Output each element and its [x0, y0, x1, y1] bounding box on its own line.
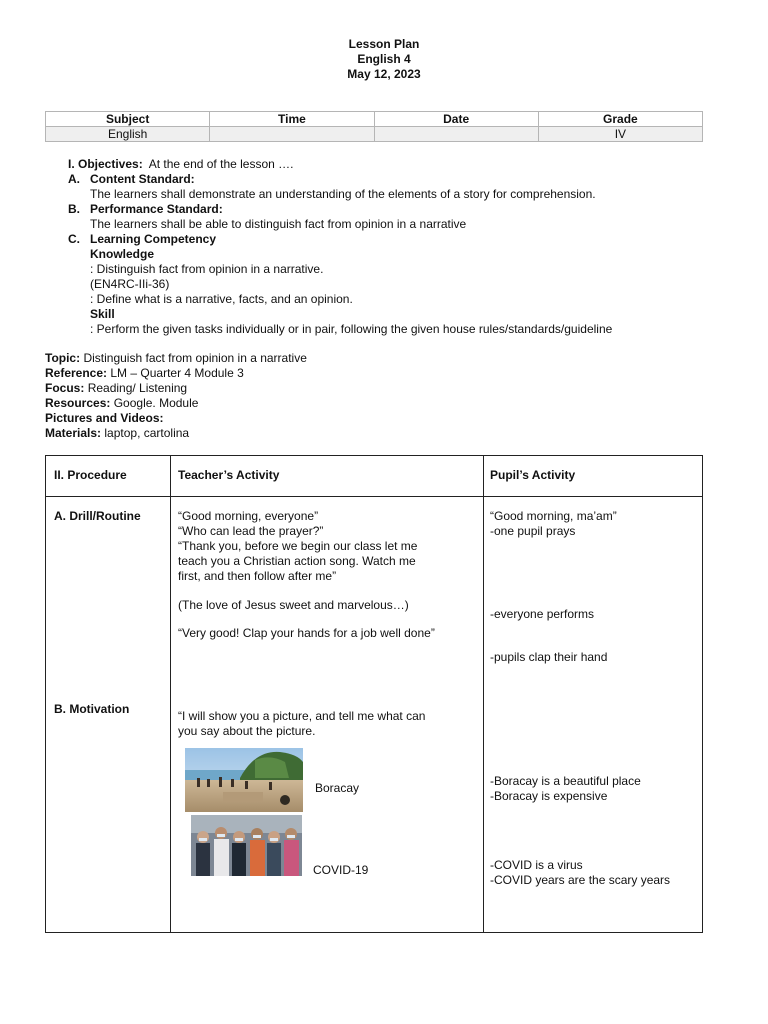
- objective-c-letter: C.: [68, 232, 80, 246]
- pupil-line: -Boracay is a beautiful place: [490, 774, 641, 788]
- knowledge-code: (EN4RC-IIi-36): [90, 277, 170, 291]
- document-header: [0, 37, 768, 82]
- objectives-heading-line: [68, 157, 293, 172]
- meta-focus: [45, 381, 307, 396]
- header-divider: [46, 496, 702, 497]
- reference-value: LM – Quarter 4 Module 3: [110, 366, 244, 380]
- objective-a-text: The learners shall demonstrate an understanding of the elements of a story for comprehension.: [90, 187, 596, 201]
- info-header-time: Time: [210, 112, 374, 127]
- objective-b-title: Performance Standard:: [90, 202, 223, 216]
- objective-b-letter: B.: [68, 202, 80, 216]
- meta-topic: [45, 351, 307, 366]
- objective-b-text: The learners shall be able to distinguish fact from opinion in a narrative: [90, 217, 467, 231]
- objective-a-title: Content Standard:: [90, 172, 195, 186]
- teacher-line: “Who can lead the prayer?”: [178, 524, 324, 538]
- objective-c-title: Learning Competency: [90, 232, 217, 246]
- boracay-caption: Boracay: [315, 781, 360, 795]
- pupil-line: -COVID years are the scary years: [490, 873, 671, 887]
- meta-pictures: [45, 411, 307, 426]
- drill-routine-label: A. Drill/Routine: [54, 509, 141, 523]
- knowledge-item-1: : Distinguish fact from opinion in a narrative.: [90, 262, 324, 276]
- header-date: May 12, 2023: [347, 67, 421, 81]
- info-value-time: [210, 127, 374, 142]
- resources-label: Resources:: [45, 396, 111, 410]
- skill-heading: Skill: [90, 307, 115, 321]
- teacher-line: you say about the picture.: [178, 724, 316, 738]
- covid-image: [191, 815, 302, 876]
- topic-label: Topic:: [45, 351, 81, 365]
- pupil-line: -Boracay is expensive: [490, 789, 608, 803]
- pupil-line: -COVID is a virus: [490, 858, 583, 872]
- pupil-line: -everyone performs: [490, 607, 595, 621]
- motivation-label: B. Motivation: [54, 702, 130, 716]
- boracay-image: [185, 748, 303, 812]
- column-divider: [170, 456, 171, 932]
- teacher-column-header: Teacher’s Activity: [178, 468, 280, 482]
- info-value-grade: IV: [538, 127, 702, 142]
- info-header-date: Date: [374, 112, 538, 127]
- meta-resources: [45, 396, 307, 411]
- objectives-intro: At the end of the lesson ….: [148, 157, 294, 171]
- covid-caption: COVID-19: [313, 863, 369, 877]
- column-divider: [483, 456, 484, 932]
- teacher-line: teach you a Christian action song. Watch me: [178, 554, 416, 568]
- knowledge-heading: Knowledge: [90, 247, 155, 261]
- lesson-meta: [45, 351, 307, 441]
- pupil-line: “Good morning, ma’am”: [490, 509, 617, 523]
- info-header-subject: Subject: [46, 112, 210, 127]
- info-table: [45, 111, 703, 142]
- procedure-table: [45, 455, 703, 933]
- materials-label: Materials:: [45, 426, 102, 440]
- header-title: Lesson Plan: [348, 37, 420, 51]
- meta-reference: [45, 366, 307, 381]
- header-subject: English 4: [357, 52, 411, 66]
- info-value-subject: English: [46, 127, 210, 142]
- pupil-line: -pupils clap their hand: [490, 650, 608, 664]
- info-value-date: [374, 127, 538, 142]
- pupil-line: -one pupil prays: [490, 524, 576, 538]
- teacher-line: “Very good! Clap your hands for a job well done”: [178, 626, 435, 640]
- focus-value: Reading/ Listening: [87, 381, 188, 395]
- info-header-grade: Grade: [538, 112, 702, 127]
- pictures-label: Pictures and Videos:: [45, 411, 164, 425]
- topic-value: Distinguish fact from opinion in a narrative: [83, 351, 307, 365]
- teacher-line: “Good morning, everyone”: [178, 509, 319, 523]
- teacher-line: “I will show you a picture, and tell me what can: [178, 709, 426, 723]
- teacher-line: first, and then follow after me”: [178, 569, 337, 583]
- materials-value: laptop, cartolina: [104, 426, 190, 440]
- teacher-line: “Thank you, before we begin our class let me: [178, 539, 418, 553]
- knowledge-item-2: : Define what is a narrative, facts, and an opinion.: [90, 292, 353, 306]
- reference-label: Reference:: [45, 366, 108, 380]
- meta-materials: [45, 426, 307, 441]
- skill-item: : Perform the given tasks individually or in pair, following the given house rules/standards/guideline: [90, 322, 613, 336]
- focus-label: Focus:: [45, 381, 85, 395]
- pupil-column-header: Pupil’s Activity: [490, 468, 576, 482]
- resources-value: Google. Module: [113, 396, 199, 410]
- teacher-line: (The love of Jesus sweet and marvelous…): [178, 598, 409, 612]
- objectives-heading: I. Objectives:: [68, 157, 143, 171]
- objective-a-letter: A.: [68, 172, 80, 186]
- procedure-column-header: II. Procedure: [54, 468, 127, 482]
